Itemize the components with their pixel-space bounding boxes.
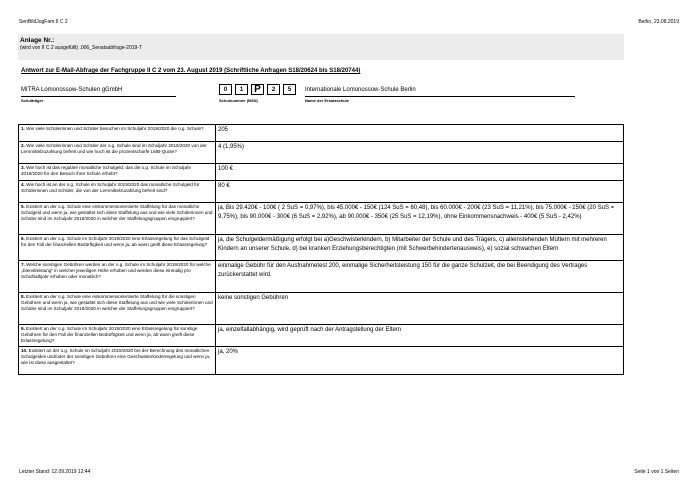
header-date: Berlin, 23.08.2019: [638, 19, 679, 25]
question-cell: [19, 293, 216, 325]
question-text: Wie hoch ist an der o.g. Schule im Schuljahr 2019/2020 das monatliche Schulgeld für Schülerinnen und Schüler, die von der Lernmittelzuzahlung befreit sind?: [21, 182, 200, 193]
answer-cell: ja, die Schulgeldermäßigung erfolgt bei a)Geschwisterkindern, b) Mitarbeiter der Schule und des Trägers, c) alleinstehenden Müttern mit mehreren Kindern an unserer Schule, d) bei kranken Erziehungsberechtigten (mit Schwerbehindertenausweis), e) sozial schwachen Eltern: [216, 235, 624, 261]
traeger-label: Schulträger: [21, 98, 44, 103]
answer-title: Antwort zur E-Mail-Abfrage der Fachgruppe II C 2 vom 23. August 2019 (Schriftliche Anfragen S18/20624 bis S18/20744): [21, 68, 361, 74]
question-text: Wie hoch ist das reguläre monatliche Schulgeld, das die o.g. Schule im Schuljahr 2019/2020 für den Besuch ihrer Schule erhebt?: [21, 165, 192, 176]
answer-cell: ja, einzelfallabhängig, wird geprüft nach der Antragstellung der Eltern: [216, 325, 624, 347]
question-text: Existiert an der o.g. Schule eine einkommensorientierte Staffelung für das monatliche Schulgeld und wenn ja, wie gestaltet sich diese Staffelung aus und wie viele Schülerinnen und Schüler sind im Schuljahr 2019/2020 in welcher der Staffelungsgruppen eingruppiert?: [21, 204, 213, 221]
bsn-digit: P: [251, 84, 264, 95]
header-org: SenBildJugFam II C 2: [19, 19, 68, 25]
question-cell: [19, 325, 216, 347]
bsn-digit: 1: [235, 84, 248, 95]
table-row: [19, 347, 624, 375]
bsn-digit: 2: [267, 84, 280, 95]
school-underline: [305, 96, 575, 97]
traeger-underline: [21, 96, 176, 97]
table-row: [19, 293, 624, 325]
answer-cell: 4 (1,95%): [216, 142, 624, 164]
table-row: [19, 203, 624, 235]
table-row: [19, 181, 624, 203]
school-name-label: Name der Ersatzschule: [305, 98, 350, 103]
footer-page-number: Seite 1 von 1 Seiten: [634, 469, 679, 475]
traeger-name: MITRA Lomonossow-Schulen gGmbH: [21, 87, 123, 93]
question-cell: [19, 164, 216, 181]
answer-cell: einmalige Gebühr für den Ausfnahmetest 200, einmalige Sicherheitsleistung 150 für die ganze Schulzeit, die bei Beendigung des Vertrages zurückerstattet wird.: [216, 261, 624, 293]
question-cell: [19, 261, 216, 293]
question-number: 2.: [21, 143, 25, 148]
question-number: 3.: [21, 165, 25, 170]
bsn-digit: 0: [219, 84, 232, 95]
question-number: 10.: [21, 348, 28, 353]
table-row: [19, 261, 624, 293]
school-name: Internationale Lomonossow-Schule Berlin: [305, 87, 416, 93]
question-cell: [19, 347, 216, 375]
anlage-subtitle: (wird von II C 2 ausgefüllt) .006_Senatsabfrage-2019-T: [20, 45, 143, 51]
question-number: 7.: [21, 262, 25, 267]
footer-last-updated: Letzter Stand: 12.09.2019 12:44: [19, 469, 91, 475]
question-number: 6.: [21, 236, 25, 241]
bsn-digit: 5: [283, 84, 296, 95]
question-cell: [19, 181, 216, 203]
bsn-boxes: [219, 84, 299, 95]
table-row: [19, 125, 624, 142]
question-number: 8.: [21, 294, 25, 299]
table-row: [19, 164, 624, 181]
bsn-label: Schulnummer (BSN): [219, 98, 258, 103]
question-number: 9.: [21, 326, 25, 331]
answer-cell: 80 €: [216, 181, 624, 203]
question-number: 1.: [21, 126, 25, 131]
answer-cell: 100 €: [216, 164, 624, 181]
question-text: Wie viele Schülerinnen und Schüler der o.g. Schule sind im Schuljahr 2019/2020 von der Lernmittelzuzahlung befreit und wie hoch ist die prozentscharfe LMB-Quote?: [21, 143, 207, 154]
question-text: Existiert an der o.g. Schule im Schuljahr 2019/2020 eine Erlassregelung für sonstige Gebühren für den Fall der finanziellen Bedürftigkeit und wenn ja, ab wann greift diese Erlassregelung?: [21, 326, 198, 343]
question-cell: [19, 125, 216, 142]
question-text: Existiert an der o.g. Schule im Schuljahr 2019/2020 bei der Berechnung des monatlichen Schulgeldes und/oder der sonstigen Gebühren eine Geschwisterkinderregelung und wenn ja, wie ist diese ausgestaltet?: [21, 348, 211, 365]
answer-cell: ja, Bis 29.420€ - 100€ ( 2 SuS = 0,97%), bis 45.000€ - 150€ (124 SuS = 60,48), bis 60.000€ - 200€ (23 SuS = 11,21%), bis 75.000€ - 250€ (20 SuS = 9,75%), bis 90.000€ - 300€ (6 SuS = 2,92%), ab 90.000€ - 350€ (25 SuS = 12,19%), ohne Einkommensnachweis - 400€ (5 SuS - 2,42%): [216, 203, 624, 235]
question-cell: [19, 203, 216, 235]
question-number: 5.: [21, 204, 25, 209]
answer-cell: 205: [216, 125, 624, 142]
anlage-title: Anlage Nr.:: [20, 37, 55, 44]
question-text: Existiert an der o.g. Schule eine einkommensorientierte Staffelung für die sonstigen Gebühren und wenn ja, wie gestaltet sich diese Staffelung aus und wie viele Schülerinnen und Schüler sind im Schuljahr 2019/2020 in welcher der Staffelungsgruppen eingruppiert?: [21, 294, 213, 311]
question-text: Wie viele Schülerinnen und Schüler besuchen im Schuljahr 2019/2020 die o.g. Schule?: [26, 126, 204, 131]
questions-table: [18, 124, 624, 375]
answer-cell: keine sonstigen Gebühren: [216, 293, 624, 325]
question-text: Welche sonstigen Gebühren werden an der o.g. Schule im Schuljahr 2019/2020 für welche „Dienstleistung" in welcher jeweiligen Höhe erhoben und werden diese einmalig pro Schulhalbjahr erhoben oder monatlich?: [21, 262, 211, 279]
answer-cell: ja, 20%: [216, 347, 624, 375]
question-cell: [19, 142, 216, 164]
table-row: [19, 325, 624, 347]
table-row: [19, 142, 624, 164]
question-number: 4.: [21, 182, 25, 187]
question-cell: [19, 235, 216, 261]
question-text: Existiert an der o.g. Schule im Schuljahr 2019/2020 eine Erlassregelung für das Schulgeld für den Fall der finanziellen Bedürftigkeit und wenn ja, ab wann greift diese Erlassregelung?: [21, 236, 210, 247]
table-row: [19, 235, 624, 261]
